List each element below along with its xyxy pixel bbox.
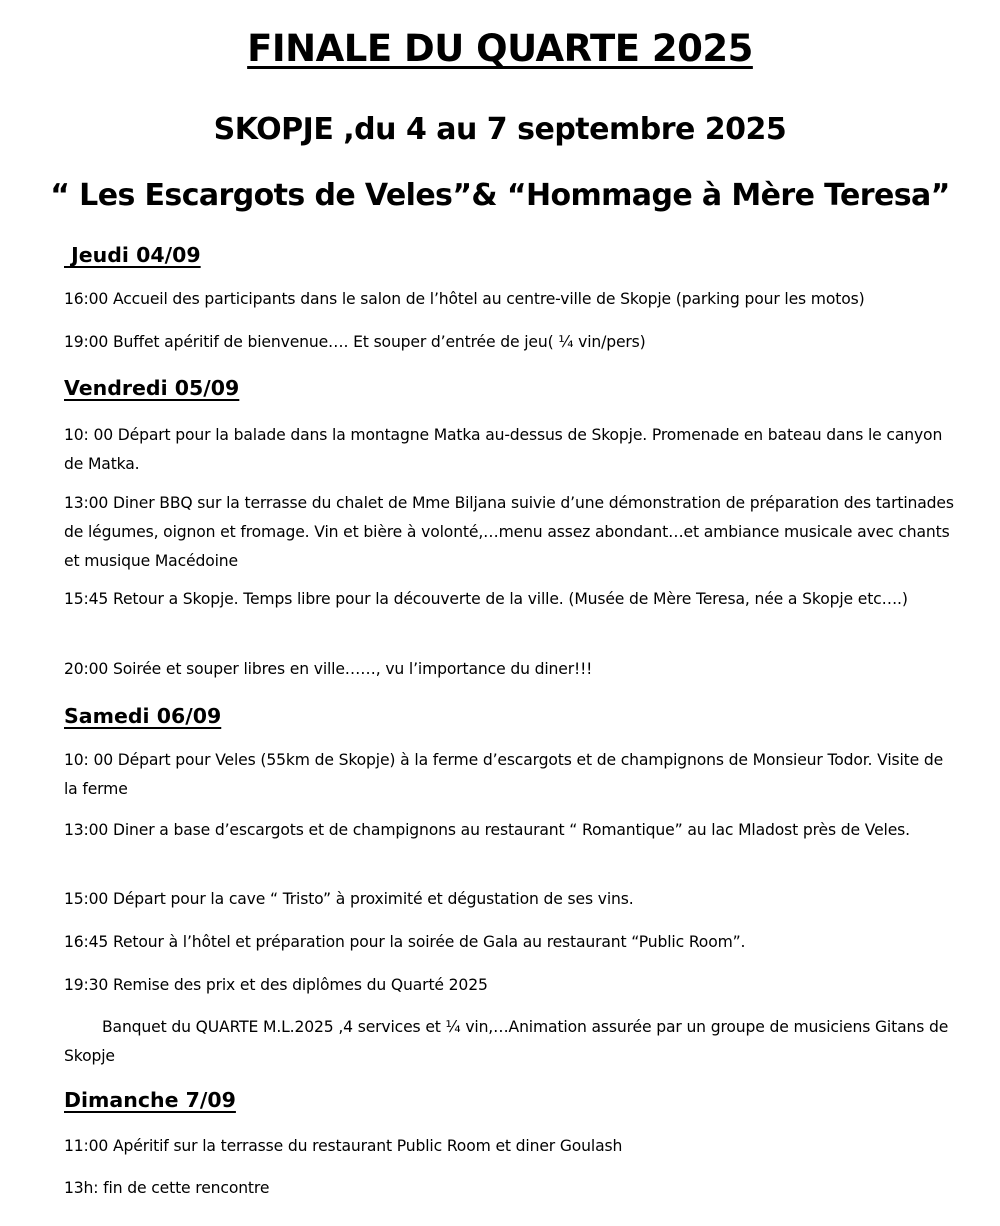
day-heading-jeudi: Jeudi 04/09 xyxy=(64,243,201,267)
schedule-item: 19:00 Buffet apéritif de bienvenue…. Et souper d’entrée de jeu( ¼ vin/pers) xyxy=(64,333,646,351)
schedule-item: 16:00 Accueil des participants dans le salon de l’hôtel au centre-ville de Skopje (parking pour les motos) xyxy=(64,290,865,308)
schedule-item: 20:00 Soirée et souper libres en ville……, vu l’importance du diner!!! xyxy=(64,660,593,678)
day-heading-dimanche: Dimanche 7/09 xyxy=(64,1088,236,1112)
day-heading-vendredi: Vendredi 05/09 xyxy=(64,376,240,400)
schedule-item: 11:00 Apéritif sur la terrasse du restaurant Public Room et diner Goulash xyxy=(64,1137,623,1155)
schedule-item: 10: 00 Départ pour la balade dans la montagne Matka au-dessus de Skopje. Promenade en bateau dans le canyon de Matka. xyxy=(64,426,943,473)
day-heading-samedi: Samedi 06/09 xyxy=(64,704,222,728)
schedule-item: 10: 00 Départ pour Veles (55km de Skopje) à la ferme d’escargots et de champignons de Monsieur Todor. Visite de la ferme xyxy=(64,751,944,798)
event-theme: “ Les Escargots de Veles”& “Hommage à Mère Teresa” xyxy=(50,178,950,213)
schedule-item: 15:00 Départ pour la cave “ Tristo” à proximité et dégustation de ses vins. xyxy=(64,890,634,908)
schedule-item: 19:30 Remise des prix et des diplômes du Quarté 2025 xyxy=(64,976,488,994)
schedule-item: 13h: fin de cette rencontre xyxy=(64,1179,270,1197)
schedule-item: Banquet du QUARTE M.L.2025 ,4 services et ¼ vin,…Animation assurée par un groupe de musiciens Gitans de Skopje xyxy=(64,1018,949,1065)
schedule-item: 16:45 Retour à l’hôtel et préparation pour la soirée de Gala au restaurant “Public Room”. xyxy=(64,933,746,951)
schedule-item: 13:00 Diner BBQ sur la terrasse du chalet de Mme Biljana suivie d’une démonstration de préparation des tartinades de légumes, oignon et fromage. Vin et bière à volonté,…menu assez abondant…et ambiance musicale avec chants et musique Macédoine xyxy=(64,494,954,570)
schedule-item: 15:45 Retour a Skopje. Temps libre pour la découverte de la ville. (Musée de Mère Teresa, née a Skopje etc….) xyxy=(64,590,908,608)
page-title: FINALE DU QUARTE 2025 xyxy=(247,27,753,70)
event-location-dates: SKOPJE ,du 4 au 7 septembre 2025 xyxy=(213,112,787,147)
schedule-item: 13:00 Diner a base d’escargots et de champignons au restaurant “ Romantique” au lac Mladost près de Veles. xyxy=(64,821,910,839)
